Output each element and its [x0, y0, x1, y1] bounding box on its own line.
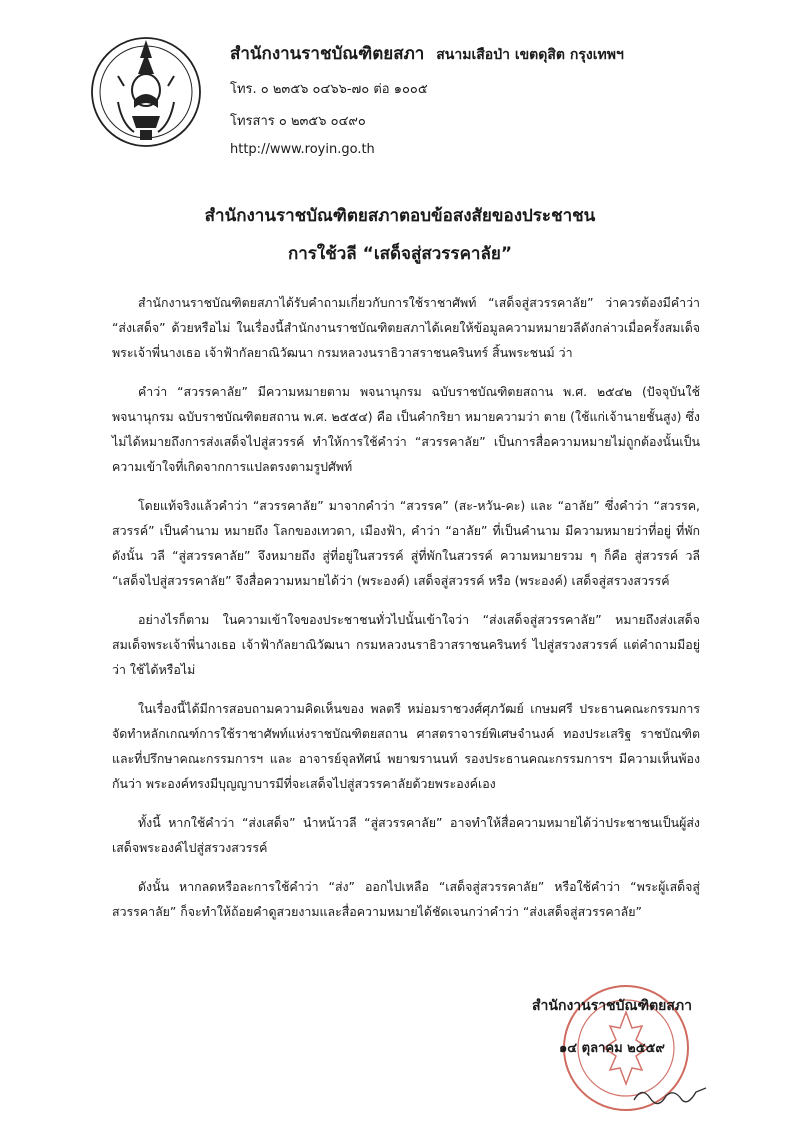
signature-date: ๑๔ ตุลาคม ๒๕๕๙ [559, 1041, 665, 1056]
website-link[interactable]: http://www.royin.go.th [230, 142, 375, 157]
fax-number: โทรสาร ๐ ๒๓๕๖ ๐๔๙๐ [230, 114, 366, 129]
handwritten-signature [630, 1080, 710, 1110]
letterhead [230, 40, 770, 157]
phone-number: โทร. ๐ ๒๓๕๖ ๐๔๖๖-๗๐ ต่อ ๑๐๐๕ [230, 82, 428, 97]
paragraph-6: ทั้งนี้ หากใช้คำว่า “ส่งเสด็จ” นำหน้าวลี “สู่สวรรคาลัย” อาจทำให้สื่อความหมายได้ว่าประชาชนเป็นผู้ส่งเสด็จพระองค์ไปสู่สรวงสวรรค์ [112, 815, 700, 855]
document-subtitle: การใช้วลี “เสด็จสู่สวรรคาลัย” [287, 244, 513, 264]
paragraph-5: ในเรื่องนี้ได้มีการสอบถามความคิดเห็นของ พลตรี หม่อมราชวงศ์ศุภวัฒย์ เกษมศรี ประธานคณะกรรมการจัดทำหลักเกณฑ์การใช้ราชาศัพท์แห่งราชบัณฑิตยสถาน ศาสตราจารย์พิเศษจำนงค์ ทองประเสริฐ ราชบัณฑิต และที่ปรึกษาคณะกรรมการฯ และ อาจารย์จุลทัศน์ พยาฆรานนท์ รองประธานคณะกรรมการฯ มีความเห็นพ้องกันว่า พระองค์ทรงมีบุญญาบารมีที่จะเสด็จไปสู่สวรรคาลัยด้วยพระองค์เอง [112, 701, 700, 791]
letterhead-org-line [230, 40, 770, 67]
org-address: สนามเสือป่า เขตดุสิต กรุงเทพฯ [436, 47, 624, 63]
org-name: สำนักงานราชบัณฑิตยสภา [230, 44, 425, 64]
signature-block [482, 995, 742, 1058]
paragraph-1: สำนักงานราชบัณฑิตยสภาได้รับคำถามเกี่ยวกับการใช้ราชาศัพท์ “เสด็จสู่สวรรคาลัย” ว่าควรต้องมีคำว่า “ส่งเสด็จ” ด้วยหรือไม่ ในเรื่องนี้สำนักงานราชบัณฑิตยสภาได้เคยให้ข้อมูลความหมายวลีดังกล่าวเมื่อครั้งสมเด็จพระเจ้าพี่นางเธอ เจ้าฟ้ากัลยาณิวัฒนา กรมหลวงนราธิวาสราชนครินทร์ สิ้นพระชนม์ ว่า [112, 295, 700, 360]
paragraph-2: คำว่า “สวรรคาลัย” มีความหมายตาม พจนานุกรม ฉบับราชบัณฑิตยสถาน พ.ศ. ๒๕๔๒ (ปัจจุบันใช้ พจนานุกรม ฉบับราชบัณฑิตยสถาน พ.ศ. ๒๕๕๔) คือ เป็นคำกริยา หมายความว่า ตาย (ใช้แก่เจ้านายชั้นสูง) ซึ่งไม่ได้หมายถึงการส่งเสด็จไปสู่สวรรค์ ทำให้การใช้คำว่า “สวรรคาลัย” เป็นการสื่อความหมายไม่ถูกต้องนั้นเป็นความเข้าใจที่เกิดจากการแปลตรงตามรูปศัพท์ [112, 384, 700, 474]
paragraph-4: อย่างไรก็ตาม ในความเข้าใจของประชาชนทั่วไปนั้นเข้าใจว่า “ส่งเสด็จสู่สวรรคาลัย” หมายถึงส่งเสด็จสมเด็จพระเจ้าพี่นางเธอ เจ้าฟ้ากัลยาณิวัฒนา กรมหลวงนราธิวาสราชนครินทร์ ไปสู่สรวงสวรรค์ แต่คำถามมีอยู่ว่า ใช้ได้หรือไม่ [112, 612, 700, 677]
paragraph-7: ดังนั้น หากลดหรือละการใช้คำว่า “ส่ง” ออกไปเหลือ “เสด็จสู่สวรรคาลัย” หรือใช้คำว่า “พระผู้เสด็จสู่สวรรคาลัย” ก็จะทำให้ถ้อยคำดูสวยงามและสื่อความหมายได้ชัดเจนกว่าคำว่า “ส่งเสด็จสู่สวรรคาลัย” [112, 879, 700, 919]
royal-society-logo [74, 28, 224, 156]
paragraph-3: โดยแท้จริงแล้วคำว่า “สวรรคาลัย” มาจากคำว่า “สวรรค” (สะ-หวัน-คะ) และ “อาลัย” ซึ่งคำว่า “สวรรค, สวรรค์” เป็นคำนาม หมายถึง โลกของเทวดา, เมืองฟ้า, คำว่า “อาลัย” ที่เป็นคำนาม มีความหมายว่าที่อยู่ ที่พัก ดังนั้น วลี “สู่สวรรคาลัย” จึงหมายถึง สู่ที่อยู่ในสวรรค์ สู่ที่พักในสวรรค์ ความหมายรวม ๆ ก็คือ สู่สวรรค์ วลี “เสด็จไปสู่สวรรคาลัย” จึงสื่อความหมายได้ว่า (พระองค์) เสด็จสู่สวรรค์ หรือ (พระองค์) เสด็จสู่สรวงสวรรค์ [112, 498, 700, 588]
document-body [112, 290, 700, 938]
document-title: สำนักงานราชบัณฑิตยสภาตอบข้อสงสัยของประชาชน [204, 206, 596, 226]
signature-org-name: สำนักงานราชบัณฑิตยสภา [531, 998, 693, 1014]
